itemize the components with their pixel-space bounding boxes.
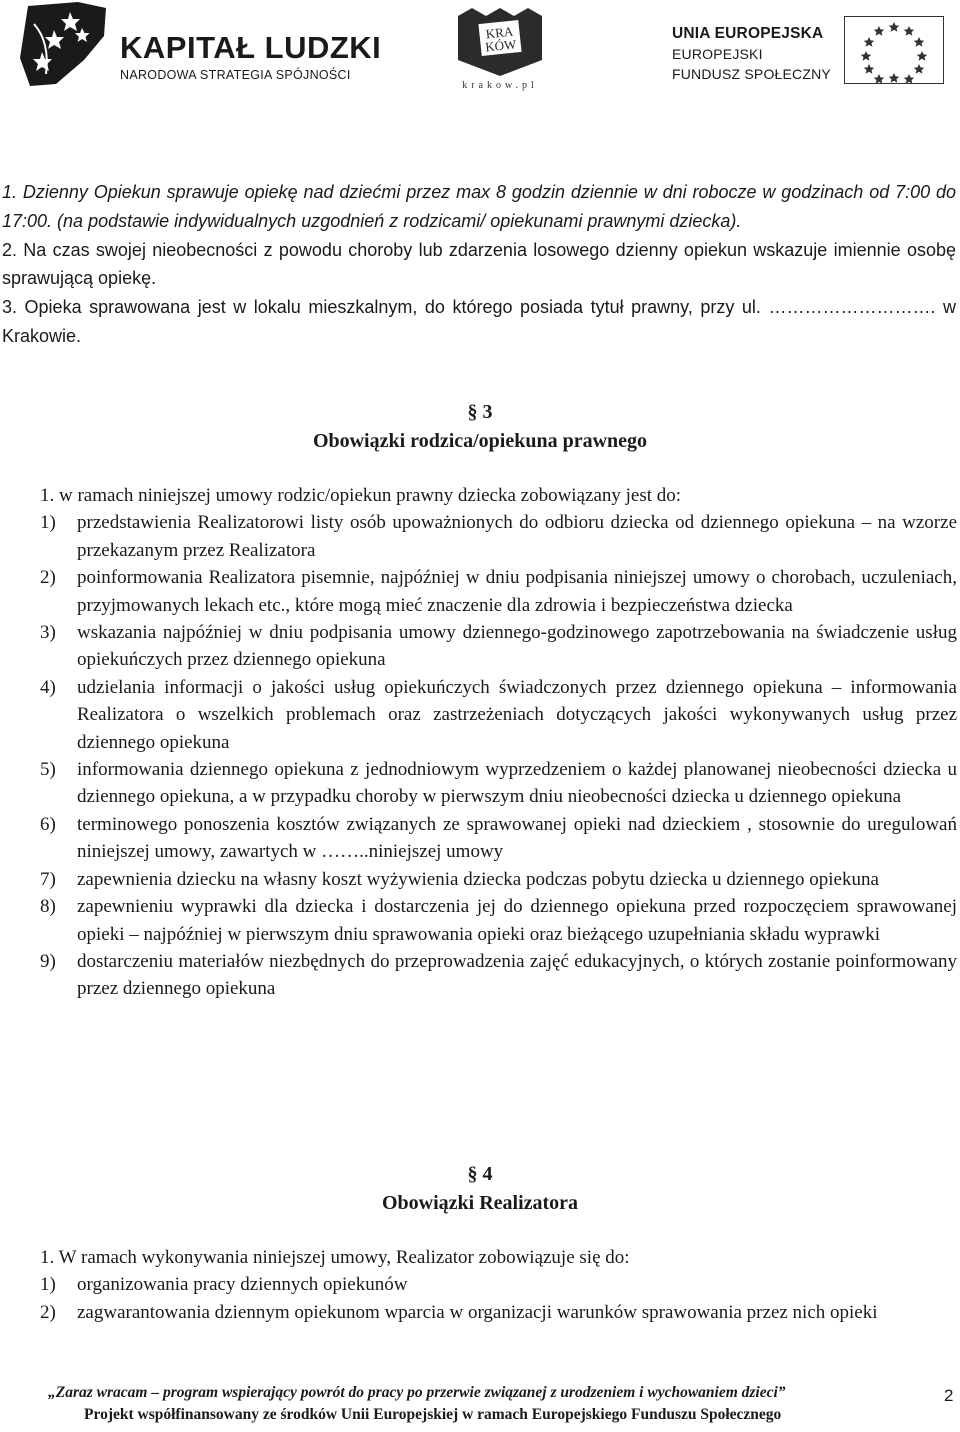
section-4-list xyxy=(40,1244,957,1326)
intro-point-2: 2. Na czas swojej nieobecności z powodu choroby lub zdarzenia losowego dzienny opiekun wskazuje imiennie osobę sprawującą opiekę. xyxy=(2,239,956,289)
footer-program-name: „Zaraz wracam – program wspierający powrót do pracy po przerwie związanej z urodzeniem i wychowaniem dzieci” xyxy=(48,1384,786,1401)
section-3-items xyxy=(40,509,957,1002)
list-item xyxy=(40,619,957,674)
list-item-number: 1) xyxy=(40,512,56,534)
eu-logo-text xyxy=(672,24,831,84)
list-item-number: 7) xyxy=(40,868,56,890)
list-item-text: zapewnieniu wyprawki dla dziecka i dostarczenia jej do dziennego opiekuna przed rozpoczęciem sprawowanej opieki – najpóźniej w pierwszym dniu sprawowania opieki oraz bieżącego uzupełniania składu wyprawki xyxy=(77,896,957,945)
list-item-number: 9) xyxy=(40,950,56,972)
intro-points xyxy=(2,178,956,351)
footer-cofinancing-note: Projekt współfinansowany ze środków Unii Europejskiej w ramach Europejskiego Funduszu Społecznego xyxy=(84,1406,782,1423)
list-item xyxy=(40,893,957,948)
krakow-logo-text-1: KRA xyxy=(484,23,514,42)
section-4-title: Obowiązki Realizatora xyxy=(381,1192,579,1214)
krakow-logo xyxy=(440,8,560,94)
eu-flag-icon xyxy=(844,16,944,84)
eu-logo-line1: UNIA EUROPEJSKA xyxy=(672,25,824,42)
eu-logo-line3: FUNDUSZ SPOŁECZNY xyxy=(672,66,831,82)
list-item-text: organizowania pracy dziennych opiekunów xyxy=(77,1274,408,1296)
list-item-number: 3) xyxy=(40,622,56,644)
page-header xyxy=(0,0,960,110)
list-item-text: terminowego ponoszenia kosztów związanych ze sprawowanej opieki nad dzieckiem , stosownie do uregulowań niniejszej umowy, zawartych w ……..niniejszej umowy xyxy=(77,813,957,863)
krakow-logo-text-2: KÓW xyxy=(484,36,518,55)
list-item-text: zagwarantowania dziennym opiekunom wparcia w organizacji warunków sprawowania przez nich opieki xyxy=(77,1301,878,1323)
list-item-number: 2) xyxy=(40,1301,56,1323)
section-4-sign: § 4 xyxy=(467,1163,493,1185)
list-item-number: 8) xyxy=(40,896,56,918)
eu-logo xyxy=(672,16,952,96)
list-item-text: udzielania informacji o jakości usług opiekuńczych świadczonych przez dziennego opiekuna – informowania Realizatora o wszelkich problemach oraz zastrzeżeniach dotyczących jakości wykonywanych usług przez dziennego opiekuna xyxy=(77,676,957,753)
kapital-ludzki-title: KAPITAŁ LUDZKI xyxy=(120,30,382,65)
section-4-items xyxy=(40,1271,957,1326)
section-3-heading xyxy=(0,398,960,456)
list-item-text: poinformowania Realizatora pisemnie, najpóźniej w dniu podpisania niniejszej umowy o chorobach, uczuleniach, przyjmowanych lekach etc., które mogą mieć znaczenie dla zdrowia i bezpieczeństwa dziecka xyxy=(77,567,957,616)
kapital-ludzki-logo xyxy=(20,2,382,102)
section-3-list xyxy=(40,482,957,1003)
list-item-text: przedstawienia Realizatorowi listy osób upoważnionych do odbioru dziecka od dziennego opiekuna – na wzorze przekazanym przez Realizatora xyxy=(77,512,957,561)
page-number: 2 xyxy=(944,1386,954,1405)
list-item xyxy=(40,1299,957,1326)
list-item xyxy=(40,564,957,619)
list-item xyxy=(40,509,957,564)
section-3-title: Obowiązki rodzica/opiekuna prawnego xyxy=(312,430,648,452)
list-item-number: 5) xyxy=(40,759,56,781)
list-item xyxy=(40,948,957,1003)
kapital-ludzki-subtitle: NARODOWA STRATEGIA SPÓJNOŚCI xyxy=(120,68,351,82)
page-footer xyxy=(0,1384,960,1432)
section-3-sign: § 3 xyxy=(467,401,493,423)
eu-logo-line2: EUROPEJSKI xyxy=(672,46,763,62)
krakow-url: krakow.pl xyxy=(462,80,538,91)
list-item-text: dostarczeniu materiałów niezbędnych do przeprowadzenia zajęć edukacyjnych, o których zostanie poinformowany przez dziennego opiekuna xyxy=(77,950,957,1000)
list-item-number: 6) xyxy=(40,813,56,835)
section-4-heading xyxy=(0,1160,960,1218)
list-item xyxy=(40,674,957,756)
list-item xyxy=(40,756,957,811)
krakow-crown-icon xyxy=(452,8,548,76)
list-item xyxy=(40,866,957,893)
list-item-text: informowania dziennego opiekuna z jednodniowym wyprzedzeniem o każdej planowanej nieobecności dziecka u dziennego opiekuna, a w przypadku choroby w pierwszym dniu nieobecności dziecka u dziennego opiekuna xyxy=(77,759,957,808)
list-item-number: 2) xyxy=(40,567,56,589)
section-3-lead: 1. w ramach niniejszej umowy rodzic/opiekun prawny dziecka zobowiązany jest do: xyxy=(40,485,682,506)
list-item-number: 4) xyxy=(40,676,56,698)
list-item xyxy=(40,1271,957,1298)
list-item-number: 1) xyxy=(40,1274,56,1296)
list-item-text: wskazania najpóźniej w dniu podpisania umowy dziennego-godzinowego zapotrzebowania na świadczenie usług opiekuńczych przez dziennego opiekuna xyxy=(77,622,957,671)
intro-point-1: 1. Dzienny Opiekun sprawuje opiekę nad dziećmi przez max 8 godzin dziennie w dni robocze w godzinach od 7:00 do 17:00. (na podstawie indywidualnych uzgodnień z rodzicami/ opiekunami prawnymi dziecka). xyxy=(2,182,956,231)
section-4-lead: 1. W ramach wykonywania niniejszej umowy, Realizator zobowiązuje się do: xyxy=(40,1247,630,1268)
intro-point-3: 3. Opieka sprawowana jest w lokalu mieszkalnym, do którego posiada tytuł prawny, przy ul. ………………………. w Krakowie. xyxy=(2,297,956,346)
kapital-ludzki-emblem-icon xyxy=(20,2,108,88)
list-item xyxy=(40,811,957,866)
list-item-text: zapewnienia dziecku na własny koszt wyżywienia dziecka podczas pobytu dziecka u dziennego opiekuna xyxy=(77,868,879,890)
